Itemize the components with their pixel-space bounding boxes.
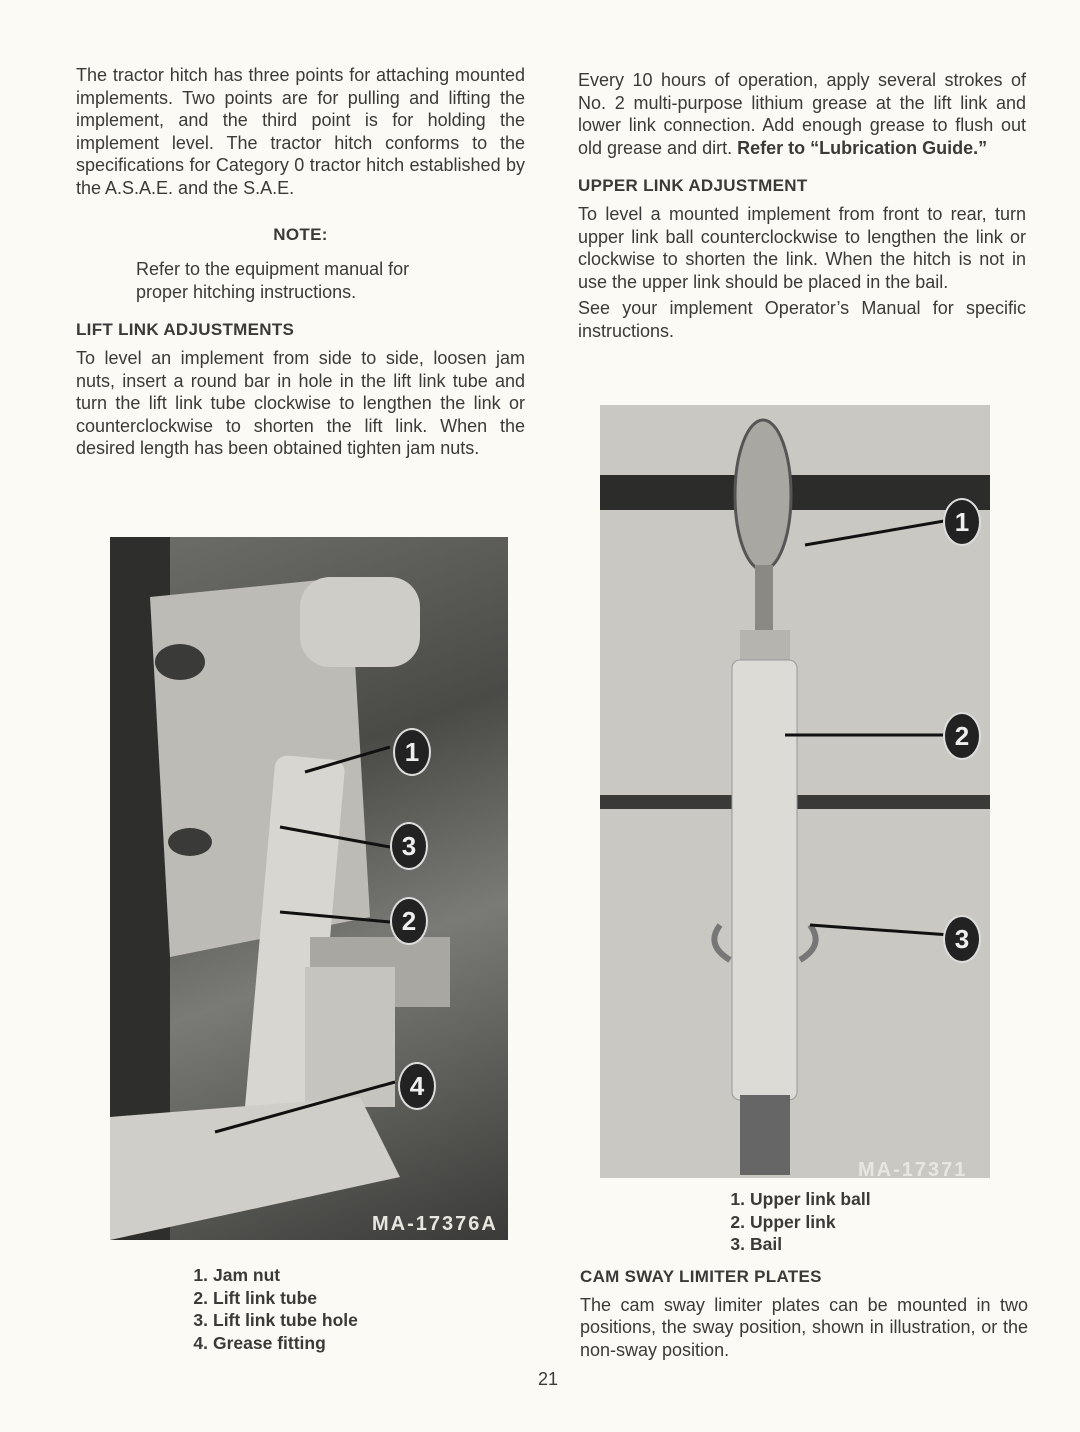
upper-link-heading: UPPER LINK ADJUSTMENT bbox=[578, 176, 808, 196]
upper-link-paragraph: To level a mounted implement from front to rear, turn upper link ball counterclockwise to lengthen the link or clockwise to shorten the link. When the hitch is not in use the upper link should be placed in the bail. bbox=[578, 203, 1026, 292]
callout-3: 3 bbox=[390, 822, 428, 870]
callout-2: 2 bbox=[390, 897, 428, 945]
lift-link-photo bbox=[110, 537, 508, 1240]
left-column bbox=[76, 64, 525, 460]
callout-2: 2 bbox=[943, 712, 981, 760]
upper-link-illustration bbox=[600, 405, 990, 1178]
cam-sway-paragraph: The cam sway limiter plates can be mounted in two positions, the sway position, shown in illustration, or the non-sway position. bbox=[580, 1294, 1028, 1360]
legend-item: 4. Grease fitting bbox=[193, 1332, 326, 1353]
note-heading: NOTE: bbox=[273, 224, 328, 244]
callout-4: 4 bbox=[398, 1062, 436, 1110]
callout-1: 1 bbox=[943, 498, 981, 546]
upper-link-legend bbox=[723, 1188, 871, 1256]
legend-item: 2. Lift link tube bbox=[193, 1287, 318, 1308]
intro-paragraph: The tractor hitch has three points for attaching mounted implements. Two points are for pulling and lifting the implement, and the third point is for holding the implement level. The tractor hitch conforms to the specifications for Category 0 tractor hitch established by the A.S.A.E. and the S.A.E. bbox=[76, 65, 525, 198]
legend-item: 2. Upper link bbox=[730, 1211, 836, 1232]
cam-sway-heading: CAM SWAY LIMITER PLATES bbox=[580, 1267, 822, 1286]
callout-3: 3 bbox=[943, 915, 981, 963]
note-text: Refer to the equipment manual for proper hitching instructions. bbox=[136, 259, 410, 302]
page-number: 21 bbox=[537, 1369, 559, 1389]
figure-code: MA-17371 bbox=[858, 1159, 968, 1178]
lubrication-guide-reference: Refer to “Lubrication Guide.” bbox=[737, 137, 988, 158]
cam-sway-section bbox=[580, 1266, 1028, 1361]
legend-item: 3. Lift link tube hole bbox=[193, 1310, 358, 1331]
lift-link-heading: LIFT LINK ADJUSTMENTS bbox=[76, 320, 295, 340]
legend-item: 3. Bail bbox=[730, 1234, 783, 1255]
legend-item: 1. Jam nut bbox=[193, 1265, 281, 1285]
right-column bbox=[578, 69, 1026, 343]
lift-link-paragraph: To level an implement from side to side, loosen jam nuts, insert a round bar in hole in the lift link tube and turn the lift link tube clockwise to lengthen the link or counterclockwise to shorten the lift link. When the desired length has been obtained tighten jam nuts. bbox=[76, 347, 525, 459]
legend-item: 1. Upper link ball bbox=[730, 1189, 871, 1209]
upper-link-photo bbox=[600, 405, 990, 1178]
see-manual-paragraph: See your implement Operator’s Manual for specific instructions. bbox=[578, 298, 1026, 341]
callout-1: 1 bbox=[393, 728, 431, 776]
lift-link-legend bbox=[186, 1264, 358, 1354]
lubrication-paragraph: Every 10 hours of operation, apply several strokes of No. 2 multi-purpose lithium grease at the lift link and lower link connection. Add enough grease to flush out old grease and dirt. Refer to “Lubrication Guide.” bbox=[578, 70, 1026, 158]
lift-link-illustration bbox=[110, 537, 508, 1240]
figure-code: MA-17376A bbox=[372, 1213, 498, 1235]
